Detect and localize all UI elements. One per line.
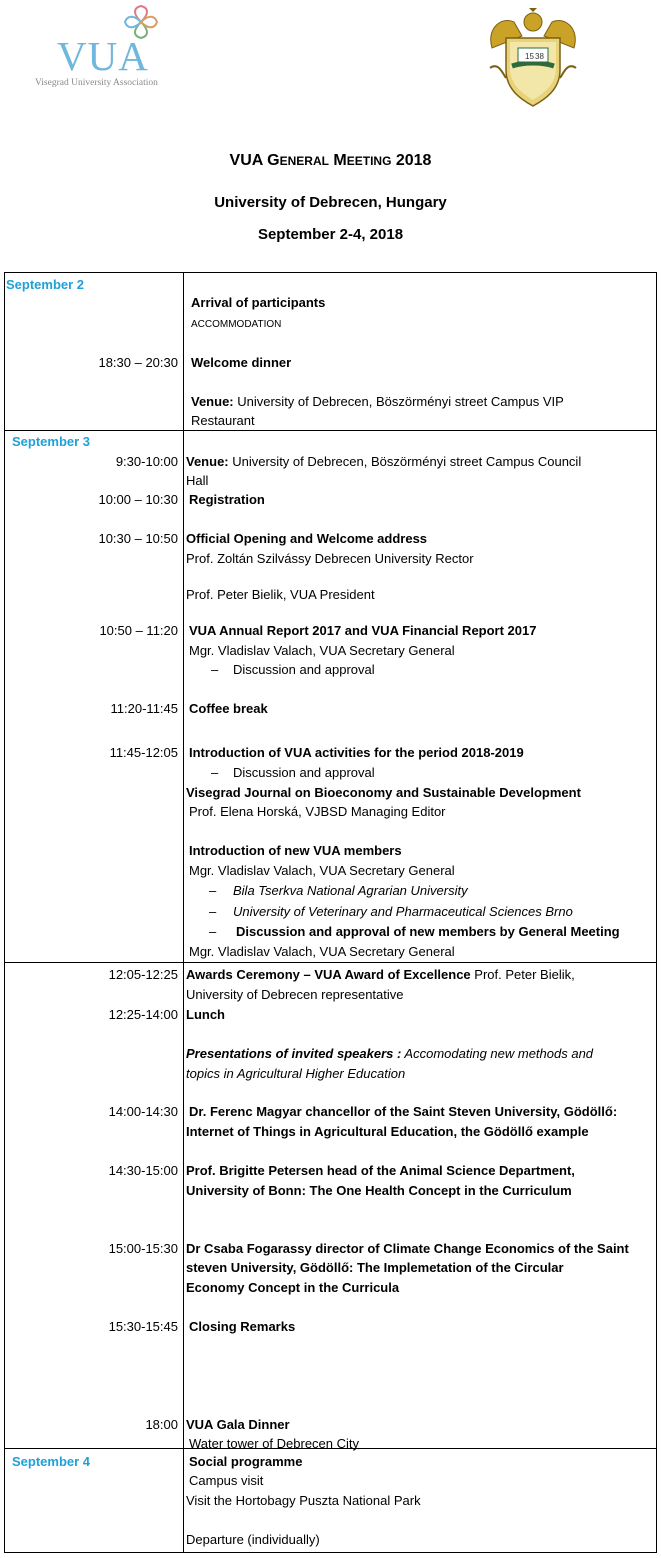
time-label: 10:50 – 11:20: [99, 623, 178, 638]
list-item: Discussion and approval of new members by General Meeting: [236, 924, 620, 939]
speaker: Mgr. Vladislav Valach, VUA Secretary General: [189, 863, 455, 878]
time-label: 14:30-15:00: [108, 1163, 178, 1178]
event-title: Introduction of VUA activities for the period 2018-2019: [189, 745, 524, 760]
time-label: 9:30-10:00: [115, 454, 178, 469]
venue-line: Venue: University of Debrecen, Böszörményi street Campus VIP: [191, 394, 564, 409]
list-item: University of Veterinary and Pharmaceutical Sciences Brno: [233, 904, 573, 919]
svg-text:15: 15: [525, 52, 534, 61]
list-item: Discussion and approval: [233, 765, 375, 780]
time-label: 10:00 – 10:30: [98, 492, 178, 507]
speaker: Prof. Zoltán Szilvássy Debrecen University Rector: [186, 551, 474, 566]
event-title: Closing Remarks: [189, 1319, 296, 1334]
event-title: Lunch: [186, 1007, 225, 1022]
university-crest: [484, 8, 582, 108]
time-label: 18:00: [145, 1417, 178, 1432]
event-title: Social programme: [189, 1454, 303, 1469]
date-heading: September 2-4, 2018: [257, 226, 404, 243]
day-label: September 4: [12, 1454, 91, 1469]
list-item: Bila Tserkva National Agrarian University: [233, 883, 468, 898]
event-note: Water tower of Debrecen City: [189, 1436, 360, 1451]
event-title: VUA Gala Dinner: [186, 1417, 290, 1432]
day-label: September 2: [6, 277, 85, 292]
event-title: Registration: [189, 492, 265, 507]
speaker: Prof. Elena Horská, VJBSD Managing Editor: [189, 804, 446, 819]
event-title: Official Opening and Welcome address: [186, 531, 428, 546]
event-note: topics in Agricultural Higher Education: [186, 1066, 406, 1081]
vua-logo: [33, 4, 193, 90]
event-note: Departure (individually): [186, 1532, 320, 1547]
venue-heading: University of Debrecen, Hungary: [214, 194, 447, 211]
event-title: Awards Ceremony – VUA Award of Excellence Prof. Peter Bielik,: [186, 967, 575, 982]
time-label: 10:30 – 10:50: [98, 531, 178, 546]
venue-line: Venue: University of Debrecen, Böszörményi street Campus Council: [186, 454, 582, 469]
event-title: Arrival of participants: [191, 295, 326, 310]
list-item: Discussion and approval: [233, 662, 375, 677]
time-label: 12:25-14:00: [108, 1007, 178, 1022]
bullet-dash: –: [209, 924, 217, 939]
crest-icon: [484, 8, 582, 108]
talk-title: University of Bonn: The One Health Concept in the Curriculum: [186, 1183, 572, 1198]
time-label: 15:00-15:30: [108, 1241, 178, 1256]
event-note: Campus visit: [189, 1473, 264, 1488]
day-label: September 3: [12, 434, 91, 449]
bullet-dash: –: [209, 883, 217, 898]
vua-logo-text: VUA: [57, 33, 149, 79]
speaker: Mgr. Vladislav Valach, VUA Secretary General: [189, 643, 455, 658]
event-title: VUA Annual Report 2017 and VUA Financial Report 2017: [189, 623, 537, 638]
event-title: Coffee break: [189, 701, 268, 716]
event-title: Introduction of new VUA members: [189, 843, 402, 858]
bullet-dash: –: [211, 662, 219, 677]
page-title: VUA GENERAL MEETING 2018: [229, 152, 432, 169]
venue-line: Restaurant: [191, 413, 255, 428]
table-row: [5, 963, 657, 1449]
svg-text:38: 38: [535, 52, 544, 61]
time-label: 11:20-11:45: [110, 701, 178, 716]
event-title: Welcome dinner: [191, 355, 292, 370]
venue-line: Hall: [186, 473, 209, 488]
time-label: 15:30-15:45: [108, 1319, 178, 1334]
time-label: 12:05-12:25: [108, 967, 178, 982]
table-row: [5, 1449, 657, 1553]
table-row: [5, 273, 657, 431]
bullet-dash: –: [209, 904, 217, 919]
schedule-table: [4, 272, 657, 1553]
table-row: [5, 431, 657, 963]
bullet-dash: –: [211, 765, 219, 780]
time-label: 18:30 – 20:30: [98, 355, 178, 370]
talk-title: Prof. Brigitte Petersen head of the Animal Science Department,: [186, 1163, 575, 1178]
event-note: Visit the Hortobagy Puszta National Park: [186, 1493, 421, 1508]
event-title: Visegrad Journal on Bioeconomy and Sustainable Development: [186, 785, 581, 800]
talk-title: Dr. Ferenc Magyar chancellor of the Saint Steven University, Gödöllő:: [189, 1104, 618, 1119]
speaker: Mgr. Vladislav Valach, VUA Secretary General: [189, 944, 455, 959]
vua-logo-subtitle: Visegrad University Association: [35, 78, 158, 88]
event-note: ACCOMMODATION: [191, 319, 282, 330]
event-title: Presentations of invited speakers : Accomodating new methods and: [186, 1046, 594, 1061]
talk-title: steven University, Gödöllő: The Implemetation of the Circular: [186, 1260, 564, 1275]
talk-title: Economy Concept in the Curricula: [186, 1280, 400, 1295]
talk-title: Dr Csaba Fogarassy director of Climate Change Economics of the Saint: [186, 1241, 629, 1256]
speaker: Prof. Peter Bielik, VUA President: [186, 587, 375, 602]
talk-title: Internet of Things in Agricultural Education, the Gödöllő example: [186, 1124, 589, 1139]
time-label: 14:00-14:30: [108, 1104, 178, 1119]
speaker: University of Debrecen representative: [186, 987, 404, 1002]
time-label: 11:45-12:05: [109, 745, 178, 760]
